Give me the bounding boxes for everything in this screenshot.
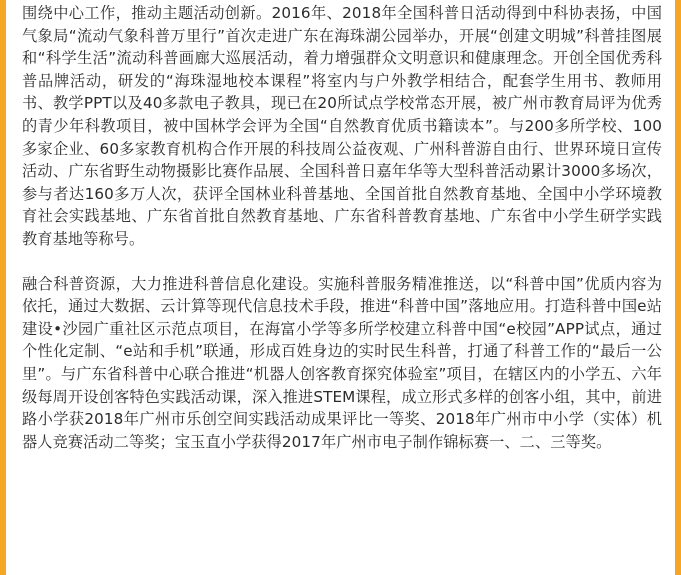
article-body — [22, 2, 662, 453]
left-orange-border — [0, 0, 6, 575]
paragraph-theme-activities: 围绕中心工作，推动主题活动创新。2016年、2018年全国科普日活动得到中科协表扬，中国气象局“流动气象科普万里行”首次走进广东在海珠湖公园举办，开展“创建文明城”科普挂图展和“科学生活”流动科普画廊大巡展活动，着力增强群众文明意识和健康理念。开创全国优秀科普品牌活动，研发的“海珠湿地校本课程”将室内与户外教学相结合，配套学生用书、教师用书、教学PPT以及40多款电子教具，现已在20所试点学校常态开展，被广州市教育局评为优秀的青少年科教项目，被中国林学会评为全国“自然教育优质书籍读本”。与200多所学校、100多家企业、60多家教育机构合作开展的科技周公益夜观、广州科普游自由行、世界环境日宣传活动、广东省野生动物摄影比赛作品展、全国科普日嘉年华等大型科普活动累计3000多场次，参与者达160多万人次，获评全国林业科普基地、全国首批自然教育基地、全国中小学环境教育社会实践基地、广东省首批自然教育基地、广东省科普教育基地、广东省中小学生研学实践教育基地等称号。 — [22, 4, 662, 248]
right-orange-border — [675, 0, 681, 575]
paragraph-science-informatization: 融合科普资源，大力推进科普信息化建设。实施科普服务精准推送，以“科普中国”优质内容为依托，通过大数据、云计算等现代信息技术手段，推进“科普中国”落地应用。打造科普中国e站建设•沙园广重社区示范点项目，在海富小学等多所学校建立科普中国“e校园”APP试点，通过个性化定制、“e站和手机”联通，形成百姓身边的实时民生科普，打通了科普工作的“最后一公里”。与广东省科普中心联合推进“机器人创客教育探究体验室”项目，在辖区内的小学五、六年级每周开设创客特色实践活动课，深入推进STEM课程，成立形式多样的创客小组，其中，前进路小学获2018年广州市乐创空间实践活动成果评比一等奖、2018年广州市中小学（实体）机器人竞赛活动二等奖；宝玉直小学获得2017年广州市电子制作锦标赛一、二、三等奖。 — [22, 274, 662, 451]
